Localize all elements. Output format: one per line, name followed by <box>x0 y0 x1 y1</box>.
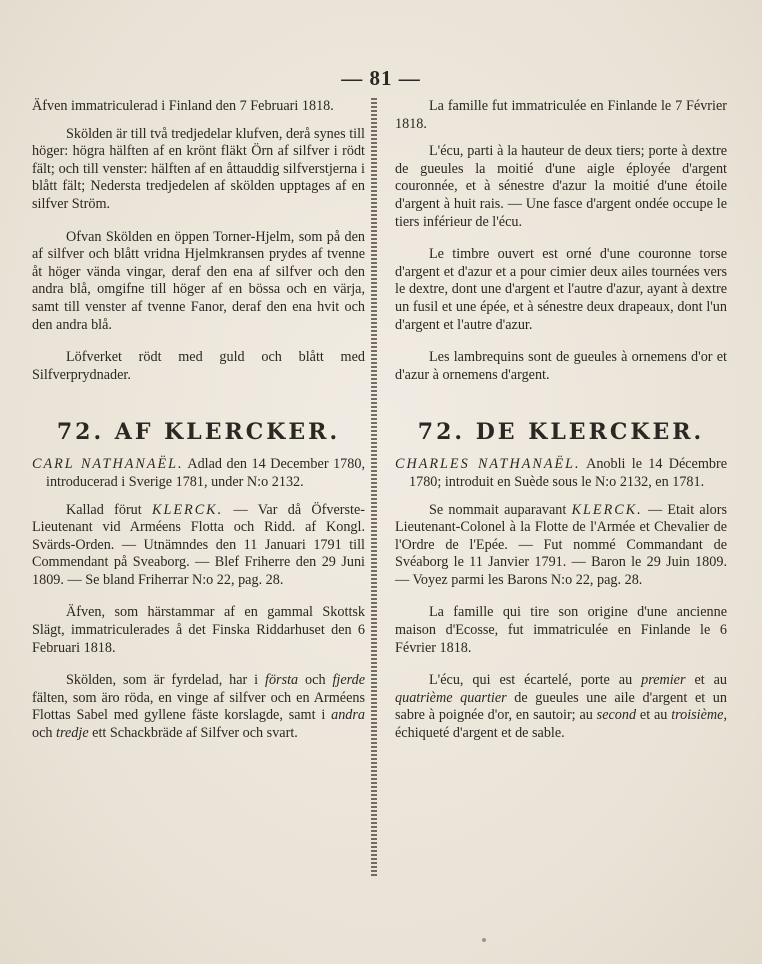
french-column <box>395 98 727 743</box>
left-paragraph-1: Äfven immatriculerad i Finland den 7 Februari 1818. <box>32 98 334 114</box>
left-paragraph-4: Löfverket rödt med guld och blått med Silfverprydnader. <box>32 349 365 383</box>
left-p8-a: Skölden, som är fyrdelad, har i <box>66 672 259 689</box>
right-p8-g: et au <box>639 707 668 724</box>
left-paragraph-8 <box>32 672 365 742</box>
right-paragraph-7: La famille qui tire son origine d'une ancienne maison d'Ecosse, fut immatriculée en Finlande le 6 Février 1818. <box>395 604 727 656</box>
right-p8-i: échiqueté d'argent et de sable. <box>395 725 565 742</box>
right-p8-b: premier <box>641 672 686 689</box>
left-paragraph-2: Skölden är till två tredjedelar klufven, derå synes till höger: högra hälften af en krönt fläkt Örn af silfver i rödt fält; och till venster: hälften af en åttauddig silfverstjerna i blått fält; Nedersta tredjedelen af skölden upptages af en silfver Ström. <box>32 125 365 212</box>
right-p8-f: second <box>596 707 637 724</box>
right-paragraph-8 <box>395 672 727 742</box>
left-heading: 72. AF KLERCKER. <box>56 419 341 446</box>
right-p8-c: et au <box>694 672 728 689</box>
paper-speck <box>482 938 486 942</box>
left-p8-e: fälten, som äro röda, en vinge af silfver och en Arméens Flottas Sabel med gyllene fäste korslagde, samt i <box>32 689 365 724</box>
right-ennoblement-text: Anobli le 14 Décembre 1780; introduit en Suède sous le N:o 2132, en 1781. <box>409 456 727 490</box>
right-former-name-prefix: Se nommait auparavant <box>429 501 567 518</box>
left-p8-h: tredje <box>56 725 89 742</box>
right-p8-h: troisième, <box>671 707 728 724</box>
right-former-name: KLERCK. <box>571 501 643 518</box>
left-name: CARL NATHANAËL. <box>32 456 184 473</box>
right-heading: 72. DE KLERCKER. <box>417 419 705 446</box>
right-career-text: — Etait alors Lieutenant-Colonel à la Flotte de l'Armée et Chevalier de l'Ordre de l'Epée. — Fut nommé Commandant de Svéaborg le 11 Janvier 1791. — Baron le 29 Juin 1809. — Voyez parmi les Barons N:o 22, pag. 28. <box>395 501 727 588</box>
swedish-column <box>32 98 365 743</box>
right-p8-a: L'écu, qui est écartelé, porte au <box>429 672 633 689</box>
right-p8-d: quatrième quartier <box>395 689 507 706</box>
left-paragraph-7: Äfven, som härstammar af en gammal Skottsk Slägt, immatriculerades å det Finska Riddarhuset den 6 Februari 1818. <box>32 604 365 656</box>
right-name: CHARLES NATHANAËL. <box>395 456 581 473</box>
left-paragraph-5 <box>32 456 365 491</box>
page-number: — 81 — <box>341 66 421 90</box>
right-paragraph-1: La famille fut immatriculée en Finlande le 7 Février 1818. <box>395 98 727 132</box>
left-p8-f: andra <box>331 707 366 724</box>
left-paragraph-6 <box>32 502 365 590</box>
left-p8-c: och <box>305 672 326 689</box>
left-p8-d: fjerde <box>332 672 366 689</box>
right-paragraph-5 <box>395 456 727 491</box>
right-paragraph-4: Les lambrequins sont de gueules à ornemens d'or et d'azur à ornemens d'argent. <box>395 349 727 383</box>
left-p8-g: och <box>32 725 53 742</box>
left-former-name-prefix: Kallad förut <box>66 501 142 518</box>
left-p8-b: första <box>265 672 299 689</box>
left-p8-i: ett Schackbräde af Silfver och svart. <box>92 725 298 742</box>
column-divider <box>371 98 377 878</box>
right-paragraph-6 <box>395 502 727 590</box>
right-paragraph-2: L'écu, parti à la hauteur de deux tiers; porte à dextre de gueules la moitié d'une aigle éployée d'argent couronnée, et à sénestre d'azur la moitié d'une étoile d'argent à huit rais. — Une fasce d'argent ondée occupe le tiers inférieur de l'écu. <box>395 143 727 230</box>
left-former-name: KLERCK. <box>152 501 224 518</box>
left-paragraph-3: Ofvan Skölden en öppen Torner-Hjelm, som på den af silfver och blått vridna Hjelmkransen prydes af tvenne åt höger vända vingar, deraf den ena af silfver och den andra blå, omgifne till höger af en bössa och en värja, samt till venster af tvenne Fanor, deraf den ena hvit och den andra blå. <box>32 228 365 333</box>
left-career-text: — Var då Öfverste-Lieutenant vid Arméens Flotta och Ridd. af Kongl. Svärds-Orden. — Utnämndes den 11 Januari 1791 till Commendant på Sveaborg. — Blef Friherre den 29 Juni 1809. — Se bland Friherrar N:o 22, pag. 28. <box>32 501 365 588</box>
left-ennoblement-text: Adlad den 14 December 1780, introducerad i Sverige 1781, under N:o 2132. <box>46 456 365 490</box>
right-paragraph-3: Le timbre ouvert est orné d'une couronne torse d'argent et d'azur et a pour cimier deux ailes tournées vers le dextre, dont une d'argent et l'autre d'azur, ayant à dextre un fusil et une épée, et à sénestre deux drapeaux, dont l'un d'argent et l'autre d'azur. <box>395 246 727 333</box>
right-p8-e: de gueules une aile d'argent et un sabre à poignée d'or, en sautoir; au <box>395 689 727 724</box>
